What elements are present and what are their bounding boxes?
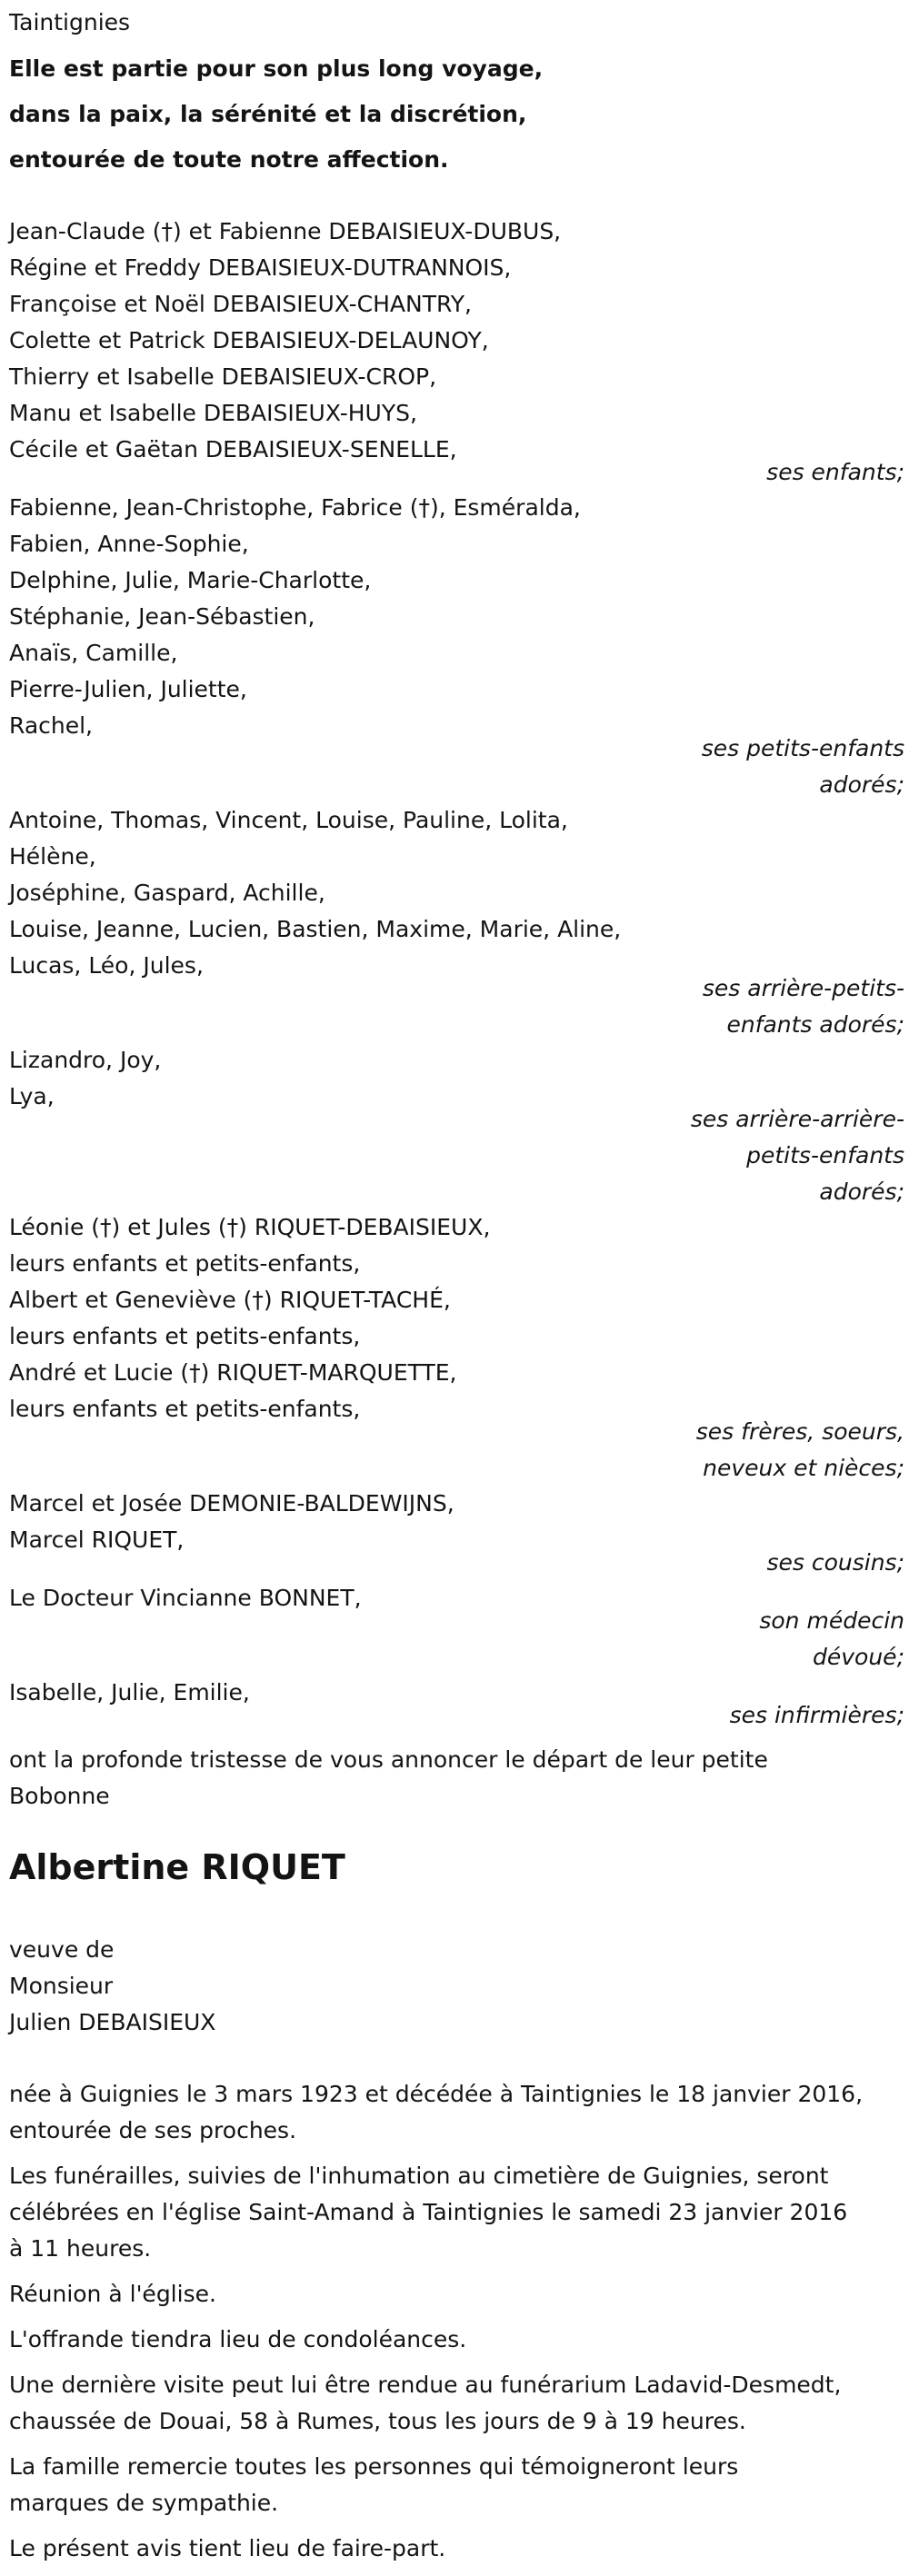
family-line: Antoine, Thomas, Vincent, Louise, Pauline, Lolita, bbox=[9, 807, 568, 833]
relation-label: son médecin bbox=[759, 1607, 904, 1634]
relation-label: dévoué; bbox=[813, 1644, 904, 1670]
family-line: Colette et Patrick DEBAISIEUX-DELAUNOY, bbox=[9, 327, 489, 353]
relation-label: adorés; bbox=[819, 771, 904, 798]
family-line: Cécile et Gaëtan DEBAISIEUX-SENELLE, bbox=[9, 436, 457, 462]
family-line: André et Lucie (†) RIQUET-MARQUETTE, bbox=[9, 1359, 457, 1386]
paragraph-line: marques de sympathie. bbox=[9, 2490, 279, 2516]
paragraph-line: célébrées en l'église Saint-Amand à Taintignies le samedi 23 janvier 2016 bbox=[9, 2199, 848, 2225]
relation-label: enfants adorés; bbox=[726, 1011, 904, 1038]
announcement-line: ont la profonde tristesse de vous annoncer le départ de leur petite bbox=[9, 1746, 768, 1773]
family-line: leurs enfants et petits-enfants, bbox=[9, 1396, 361, 1422]
announcement-line: Bobonne bbox=[9, 1783, 110, 1809]
family-line: Lya, bbox=[9, 1083, 55, 1109]
widow-line: Julien DEBAISIEUX bbox=[9, 2009, 216, 2035]
family-line: Jean-Claude (†) et Fabienne DEBAISIEUX-DUBUS, bbox=[9, 218, 562, 244]
poem-line: dans la paix, la sérénité et la discrétion, bbox=[9, 101, 527, 127]
family-line: Fabien, Anne-Sophie, bbox=[9, 531, 249, 557]
family-line: Stéphanie, Jean-Sébastien, bbox=[9, 603, 315, 630]
paragraph-line: Une dernière visite peut lui être rendue au funérarium Ladavid-Desmedt, bbox=[9, 2372, 842, 2398]
family-line: Régine et Freddy DEBAISIEUX-DUTRANNOIS, bbox=[9, 254, 512, 281]
family-line: Françoise et Noël DEBAISIEUX-CHANTRY, bbox=[9, 291, 472, 317]
family-line: Lizandro, Joy, bbox=[9, 1047, 162, 1073]
family-line: Marcel et Josée DEMONIE-BALDEWIJNS, bbox=[9, 1490, 454, 1517]
relation-label: neveux et nièces; bbox=[703, 1455, 904, 1481]
family-line: Marcel RIQUET, bbox=[9, 1527, 185, 1553]
location: Taintignies bbox=[9, 9, 131, 35]
relation-label: ses cousins; bbox=[766, 1549, 904, 1576]
relation-label: ses enfants; bbox=[766, 459, 904, 485]
paragraph-line: L'offrande tiendra lieu de condoléances. bbox=[9, 2326, 467, 2352]
paragraph-line: La famille remercie toutes les personnes qui témoigneront leurs bbox=[9, 2453, 739, 2480]
family-line: Albert et Geneviève (†) RIQUET-TACHÉ, bbox=[9, 1287, 451, 1313]
paragraph-line: Les funérailles, suivies de l'inhumation au cimetière de Guignies, seront bbox=[9, 2163, 829, 2189]
family-line: Manu et Isabelle DEBAISIEUX-HUYS, bbox=[9, 400, 417, 426]
paragraph-line: Réunion à l'église. bbox=[9, 2281, 216, 2307]
deceased-name: Albertine RIQUET bbox=[9, 1847, 345, 1887]
family-line: leurs enfants et petits-enfants, bbox=[9, 1323, 361, 1349]
family-line: Isabelle, Julie, Emilie, bbox=[9, 1679, 250, 1706]
paragraph-line: entourée de ses proches. bbox=[9, 2117, 297, 2143]
widow-line: veuve de bbox=[9, 1936, 115, 1963]
paragraph-line: Le présent avis tient lieu de faire-part. bbox=[9, 2535, 446, 2561]
relation-label: ses infirmières; bbox=[729, 1702, 904, 1728]
family-line: leurs enfants et petits-enfants, bbox=[9, 1250, 361, 1277]
relation-label: ses arrière-arrière- bbox=[690, 1106, 904, 1132]
relation-label: ses petits-enfants bbox=[701, 735, 904, 761]
family-line: Le Docteur Vincianne BONNET, bbox=[9, 1585, 362, 1611]
paragraph-line: chaussée de Douai, 58 à Rumes, tous les jours de 9 à 19 heures. bbox=[9, 2408, 746, 2434]
family-line: Louise, Jeanne, Lucien, Bastien, Maxime, Marie, Aline, bbox=[9, 916, 622, 942]
paragraph-line: née à Guignies le 3 mars 1923 et décédée à Taintignies le 18 janvier 2016, bbox=[9, 2081, 864, 2107]
family-line: Fabienne, Jean-Christophe, Fabrice (†), Esméralda, bbox=[9, 494, 581, 521]
poem-line: entourée de toute notre affection. bbox=[9, 146, 449, 173]
family-line: Léonie (†) et Jules (†) RIQUET-DEBAISIEUX, bbox=[9, 1214, 491, 1240]
poem-line: Elle est partie pour son plus long voyage, bbox=[9, 55, 544, 82]
family-line: Joséphine, Gaspard, Achille, bbox=[9, 880, 325, 906]
relation-label: petits-enfants bbox=[746, 1142, 904, 1169]
family-line: Delphine, Julie, Marie-Charlotte, bbox=[9, 567, 372, 593]
family-line: Hélène, bbox=[9, 843, 96, 870]
widow-line: Monsieur bbox=[9, 1973, 114, 1999]
family-line: Rachel, bbox=[9, 712, 94, 739]
family-line: Thierry et Isabelle DEBAISIEUX-CROP, bbox=[9, 363, 437, 390]
paragraph-line: à 11 heures. bbox=[9, 2235, 152, 2262]
family-line: Anaïs, Camille, bbox=[9, 640, 178, 666]
relation-label: adorés; bbox=[819, 1179, 904, 1205]
family-line: Lucas, Léo, Jules, bbox=[9, 952, 204, 979]
relation-label: ses frères, soeurs, bbox=[695, 1418, 904, 1445]
family-line: Pierre-Julien, Juliette, bbox=[9, 676, 247, 702]
relation-label: ses arrière-petits- bbox=[702, 975, 904, 1001]
